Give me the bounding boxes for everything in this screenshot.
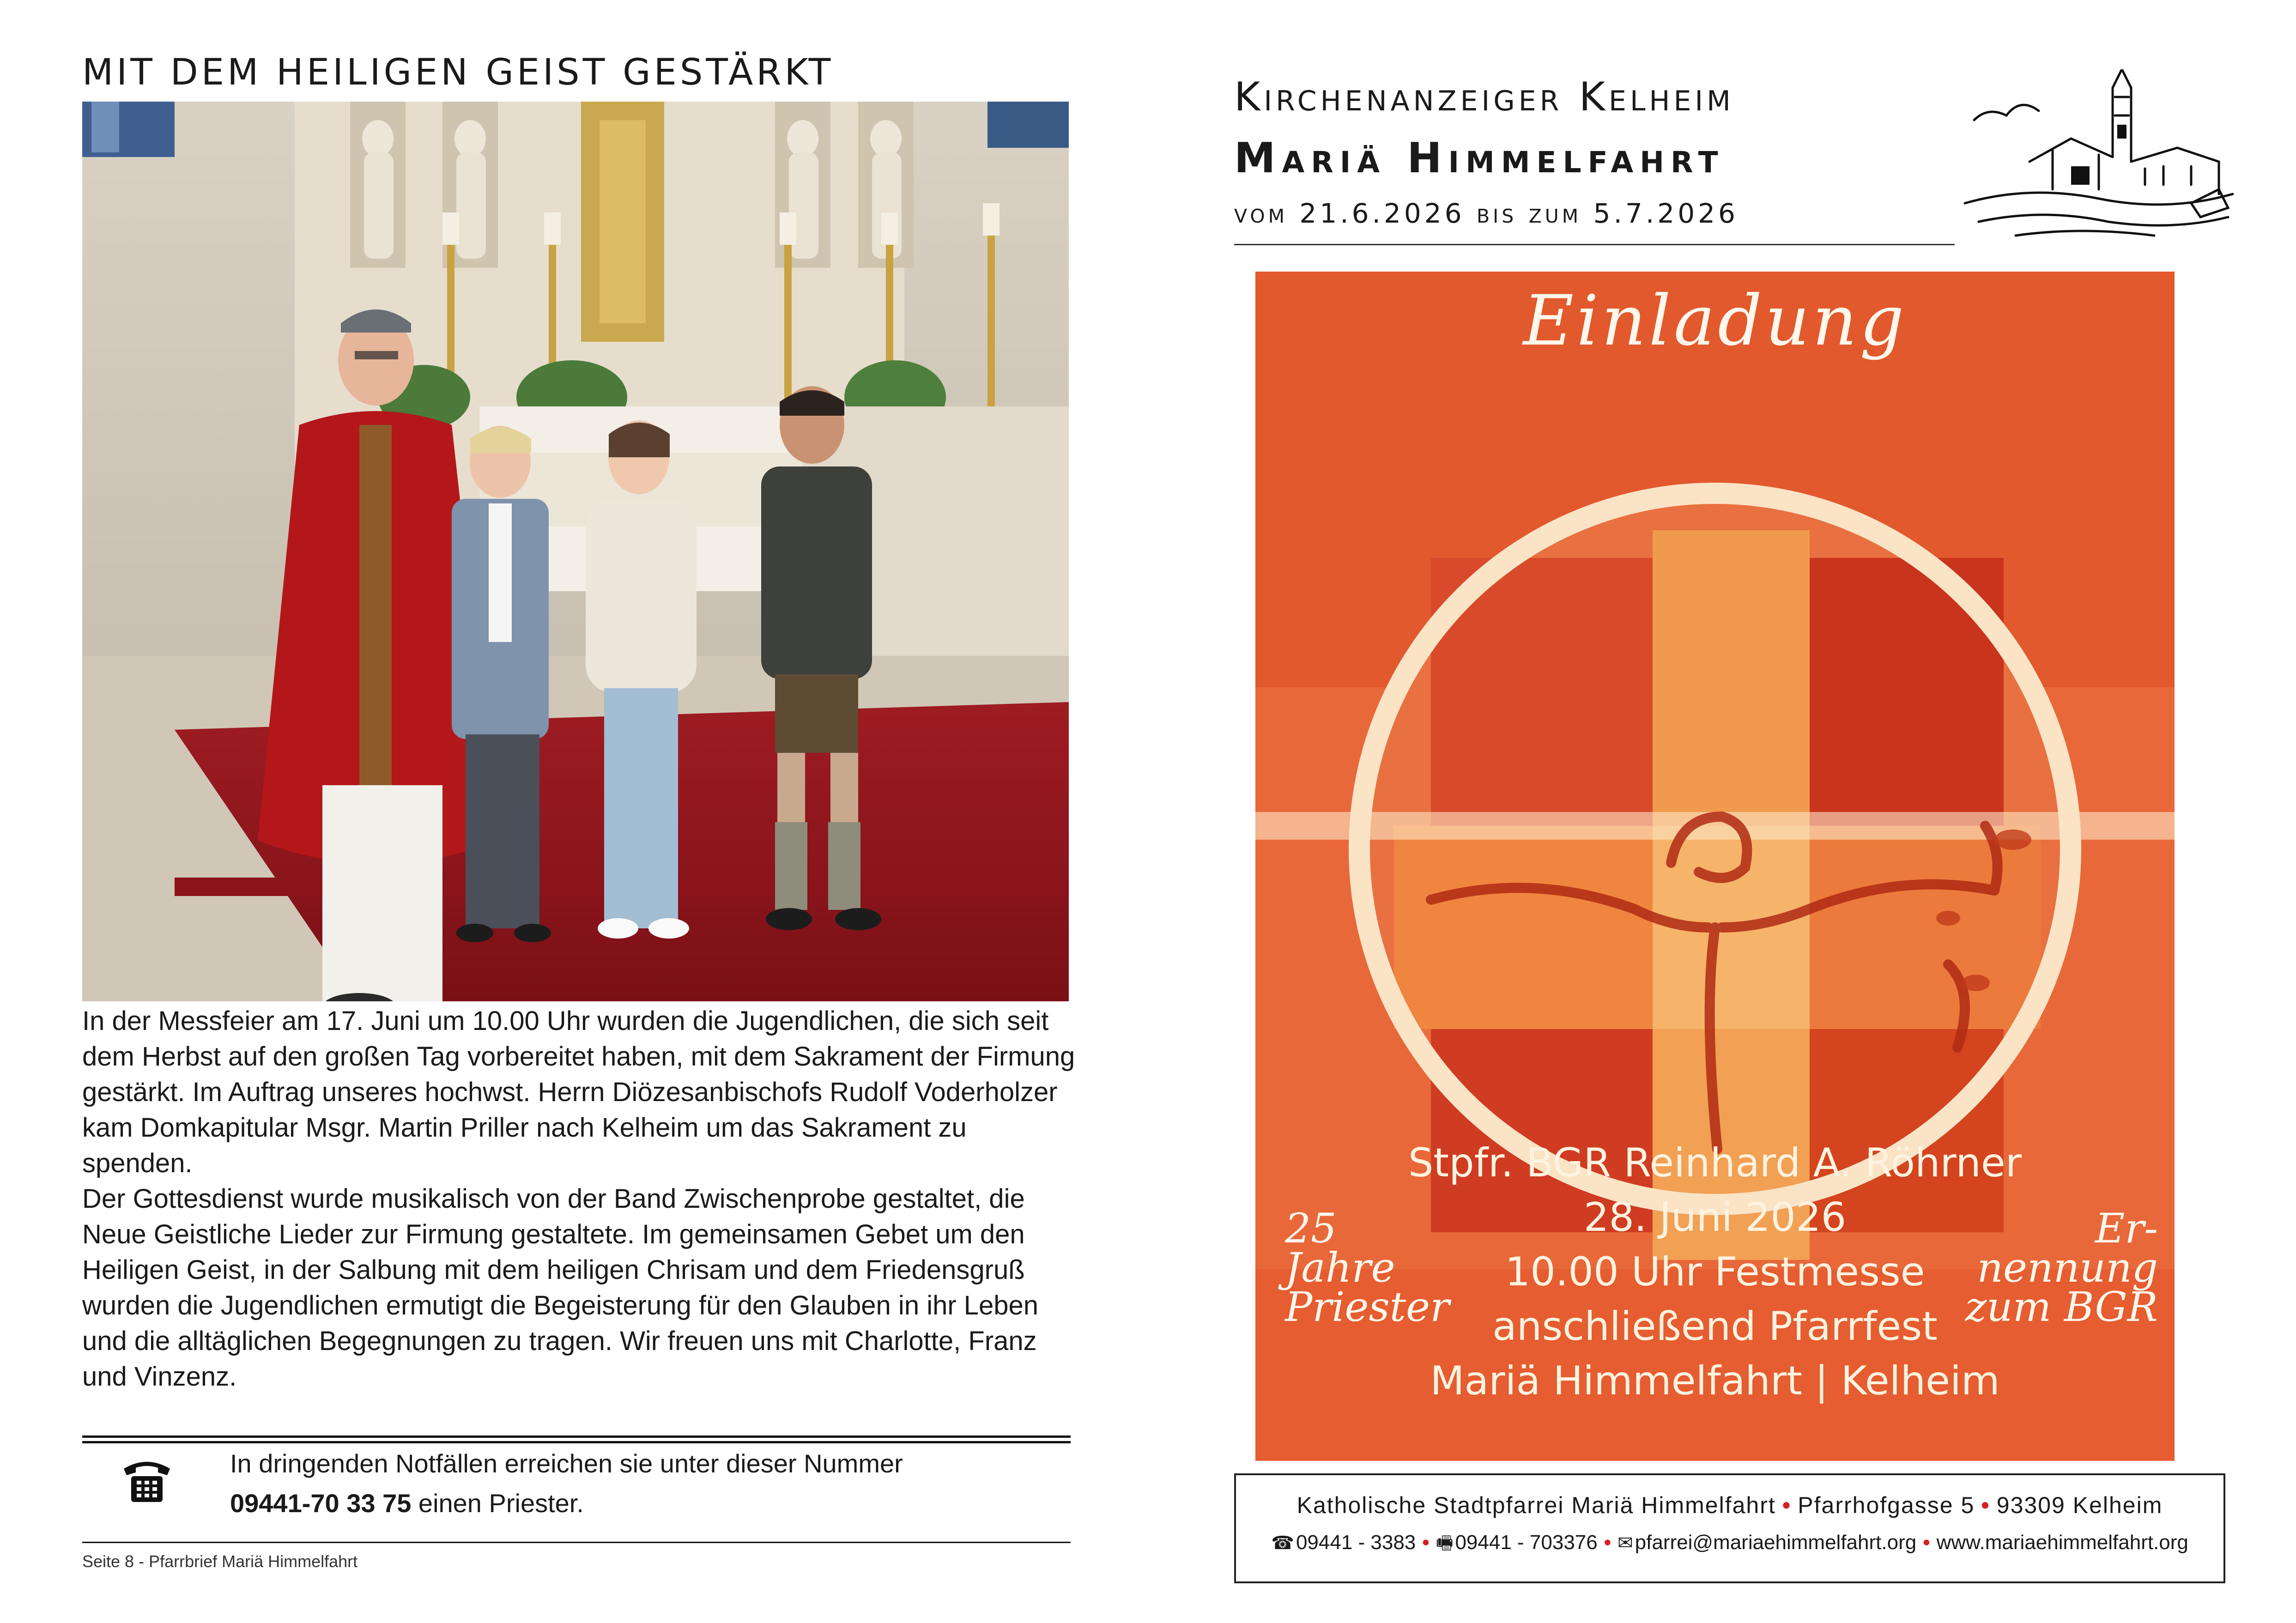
emergency-text: In dringenden Notfällen erreichen sie unter dieser Nummer	[230, 1449, 903, 1478]
parish-name: Katholische Stadtpfarrei Mariä Himmelfahrt	[1296, 1492, 1776, 1518]
footer-divider	[82, 1542, 1071, 1543]
article-body	[82, 1003, 1075, 1394]
emergency-suffix: einen Priester.	[411, 1489, 584, 1518]
masthead-parish: Mariä Himmelfahrt	[1234, 134, 1725, 182]
invitation-poster	[1255, 272, 2175, 1461]
phone-icon: ☎	[1271, 1533, 1294, 1553]
church-drawing-icon	[1960, 69, 2237, 245]
masthead-title: Kirchenanzeiger Kelheim	[1234, 74, 1734, 120]
page-footer: Seite 8 - Pfarrbrief Mariä Himmelfahrt	[82, 1552, 358, 1571]
bullet-icon: •	[1782, 1492, 1792, 1518]
anniversary-priest: Priester	[1285, 1283, 1450, 1331]
confirmation-photo	[82, 102, 1069, 1001]
appointment-line-1: Er-	[2095, 1205, 2158, 1252]
masthead-rule	[1234, 244, 1955, 245]
masthead-dates: vom 21.6.2026 bis zum 5.7.2026	[1234, 198, 1739, 229]
invitation-mass-time: 10.00 Uhr Festmesse	[1505, 1249, 1925, 1295]
telephone-icon	[119, 1455, 175, 1505]
bullet-icon: •	[1981, 1492, 1990, 1518]
phone-number[interactable]: 09441 - 3383	[1296, 1531, 1416, 1554]
article-paragraph-2: Der Gottesdienst wurde musikalisch von der Band Zwischenprobe gestaltet, die Neue Geistliche Lieder zur Firmung gestaltete. Im gemeinsamen Gebet um den Heiligen Geist, in der Salbung mit dem heiligen Chrisam und dem Friedensgruß wurden die Jugendlichen ermutigt die Begeisterung für den Glauben in ihr Leben und die alltäglichen Begegnungen zu tragen. Wir freuen uns mit Charlotte, Franz und Vinzenz.	[82, 1184, 1039, 1392]
invitation-heading: Einladung	[1523, 281, 1907, 361]
fax-icon: 🖷	[1436, 1533, 1454, 1553]
emergency-number: 09441-70 33 75	[230, 1489, 412, 1518]
bullet-icon: •	[1923, 1531, 1930, 1554]
emergency-notice	[230, 1444, 1061, 1523]
confirmation-photo-illustration	[82, 102, 1069, 1001]
bullet-icon: •	[1422, 1531, 1430, 1554]
invitation-date: 28. Juni 2026	[1583, 1194, 1847, 1241]
anniversary-years: Jahre	[1285, 1244, 1395, 1291]
appointment-line-3: zum BGR	[1965, 1283, 2158, 1331]
contact-address	[1236, 1492, 2223, 1519]
invitation-location: Mariä Himmelfahrt | Kelheim	[1430, 1358, 2000, 1404]
anniversary-number: 25	[1285, 1205, 1337, 1252]
contact-box	[1234, 1473, 2225, 1583]
divider	[82, 1435, 1071, 1438]
article-paragraph-1: In der Messfeier am 17. Juni um 10.00 Uhr wurden die Jugendlichen, die sich seit dem Herbst auf den großen Tag vorbereitet haben, mit dem Sakrament der Firmung gestärkt. Im Auftrag unseres hochwst. Herrn Diözesanbischofs Rudolf Voderholzer kam Domkapitular Msgr. Martin Priller nach Kelheim um das Sakrament zu spenden.	[82, 1006, 1075, 1178]
appointment-line-2: nennung	[1977, 1244, 2158, 1291]
divider	[82, 1441, 1071, 1443]
email-icon: ✉	[1617, 1533, 1633, 1553]
invitation-honoree: Stpfr. BGR Reinhard A. Röhrner	[1408, 1140, 2022, 1186]
contact-details	[1236, 1530, 2223, 1561]
emergency-number-line	[230, 1484, 1061, 1523]
city-address: 93309 Kelheim	[1996, 1492, 2163, 1518]
bullet-icon: •	[1604, 1531, 1611, 1554]
email-link[interactable]: pfarrei@mariaehimmelfahrt.org	[1635, 1531, 1917, 1554]
fax-number: 09441 - 703376	[1455, 1531, 1598, 1554]
street-address: Pfarrhofgasse 5	[1798, 1492, 1975, 1518]
website-link[interactable]: www.mariaehimmelfahrt.org	[1936, 1531, 2188, 1554]
invitation-festival: anschließend Pfarrfest	[1492, 1303, 1938, 1350]
article-title: MIT DEM HEILIGEN GEIST GESTÄRKT	[82, 52, 834, 93]
